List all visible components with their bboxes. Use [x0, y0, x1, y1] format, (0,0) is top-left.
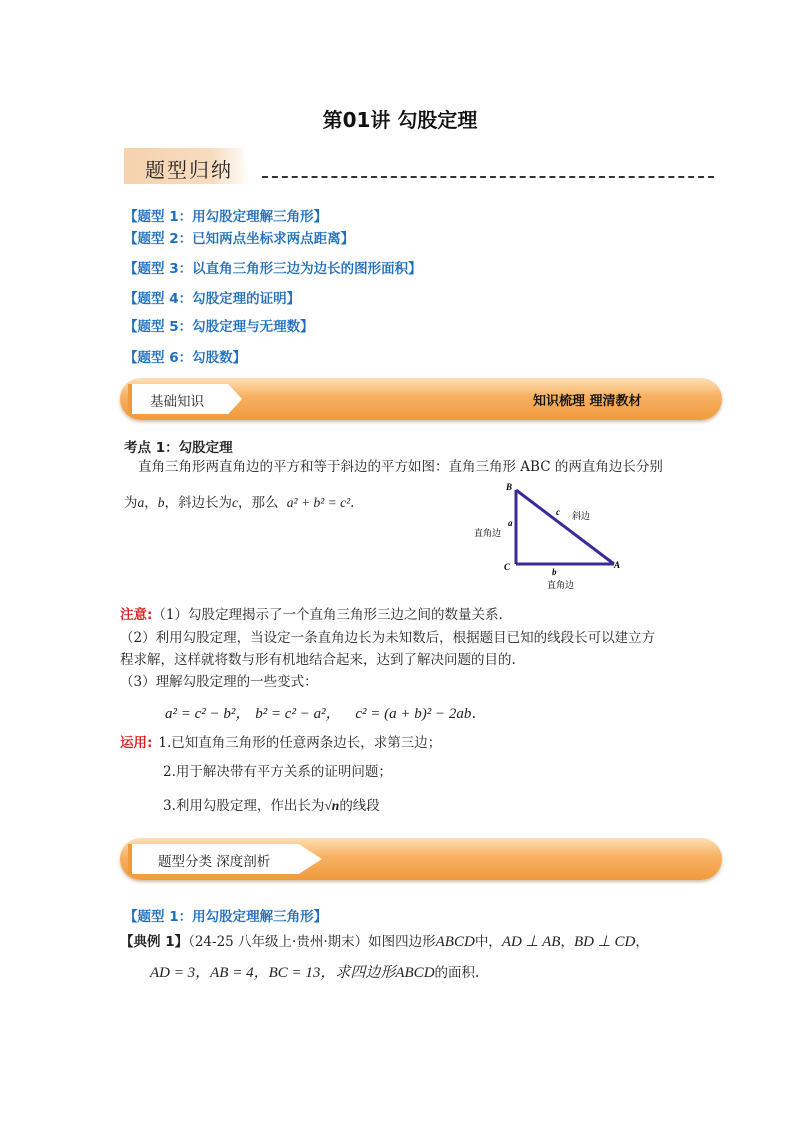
label-c-vertex: C [504, 562, 511, 572]
example-quad2: ABCD [395, 965, 435, 981]
label-hyp-c: c [556, 507, 560, 517]
label-a-vertex: A [614, 560, 621, 570]
example-given: AD = 3，AB = 4，BC = 13，求四边形 [150, 965, 396, 981]
pythagoras-formula: a² + b² = c² [286, 495, 351, 510]
formula-c2: c² = (a + b)² − 2ab [355, 706, 472, 722]
example-cond1: AD ⊥ AB [501, 934, 561, 950]
example-text2: 中， [474, 934, 502, 950]
label-hyp-text: 斜边 [572, 512, 591, 522]
point-heading: 考点 1：勾股定理 [124, 440, 233, 456]
point-line-2 [124, 494, 354, 512]
type-link-1[interactable]: 【题型 1：用勾股定理解三角形】 [124, 209, 328, 225]
use-line-3 [163, 797, 380, 815]
example-end: 的面积. [434, 965, 480, 981]
example-cond2: BD ⊥ CD [573, 934, 636, 950]
label-leg-b: b [552, 567, 557, 577]
line2-mid: ，斜边长为 [164, 495, 232, 511]
use-3-pre: 3.利用勾股定理，作出长为 [163, 798, 325, 814]
banner2-tag-label: 题型分类 深度剖析 [158, 854, 271, 870]
type1-heading[interactable]: 【题型 1：用勾股定理解三角形】 [124, 909, 328, 925]
line2-then: ，那么 [238, 495, 279, 511]
label-b: B [506, 482, 513, 492]
example-quad: ABCD [435, 934, 475, 950]
use-1: 1.已知直角三角形的任意两条边长，求第三边； [158, 735, 442, 751]
type-link-5[interactable]: 【题型 5：勾股定理与无理数】 [124, 319, 314, 335]
note-line-1 [120, 606, 503, 624]
use-3-post: 的线段 [339, 798, 380, 814]
sep: ， [144, 495, 158, 511]
variant-formulas [165, 704, 476, 723]
use-2: 2.用于解决带有平方关系的证明问题； [163, 764, 392, 780]
type-link-3[interactable]: 【题型 3：以直角三角形三边为边长的图形面积】 [124, 261, 422, 277]
var-a: a [137, 495, 145, 510]
example-line-1 [120, 933, 649, 951]
note-label: 注意: [120, 607, 153, 623]
example-line-2 [150, 964, 479, 982]
hypotenuse-ab [516, 490, 614, 564]
note-2b: 程求解，这样就将数与形有机地结合起来，达到了解决问题的目的. [120, 652, 516, 668]
type-link-4[interactable]: 【题型 4：勾股定理的证明】 [124, 291, 301, 307]
note-1: （1）勾股定理揭示了一个直角三角形三边之间的数量关系. [152, 607, 503, 623]
sqrt-n: √n [324, 798, 340, 813]
label-leg-bottom: 直角边 [547, 581, 575, 591]
note-2a: （2）利用勾股定理，当设定一条直角边长为未知数后，根据题目已知的线段长可以建立方 [120, 630, 656, 646]
section-tag-label: 题型归纳 [145, 158, 233, 182]
line2-prefix: 为 [124, 495, 138, 511]
banner-subtitle: 知识梳理 理清教材 [533, 394, 642, 409]
line2-end: . [350, 495, 355, 511]
label-leg-left: 直角边 [474, 529, 502, 539]
note-3: （3）理解勾股定理的一些变式： [120, 674, 318, 690]
type-link-6[interactable]: 【题型 6：勾股数】 [124, 350, 247, 366]
point-line-1: 直角三角形两直角边的平方和等于斜边的平方如图：直角三角形 ABC 的两直角边长分别 [138, 459, 663, 475]
example-text1: 如图四边形 [368, 934, 436, 950]
use-line-1 [120, 734, 441, 752]
page-title: 第01讲 勾股定理 [322, 108, 478, 132]
formula-a2: a² = c² − b²， [165, 706, 251, 722]
example-sep: ， [560, 934, 574, 950]
example-source: （24-25 八年级上·贵州·期末） [188, 934, 369, 950]
example-sep2: ， [635, 934, 649, 950]
dashed-divider [262, 176, 714, 178]
right-triangle-figure [470, 478, 630, 598]
example-label: 【典例 1】 [120, 934, 189, 950]
formula-end: . [471, 704, 477, 722]
banner-tag-label: 基础知识 [150, 394, 204, 410]
use-label: 运用: [120, 735, 153, 751]
var-b: b [157, 495, 165, 510]
label-leg-a: a [508, 518, 513, 528]
type-link-2[interactable]: 【题型 2：已知两点坐标求两点距离】 [124, 231, 355, 247]
var-c: c [232, 495, 238, 510]
formula-b2: b² = c² − a²， [255, 706, 341, 722]
